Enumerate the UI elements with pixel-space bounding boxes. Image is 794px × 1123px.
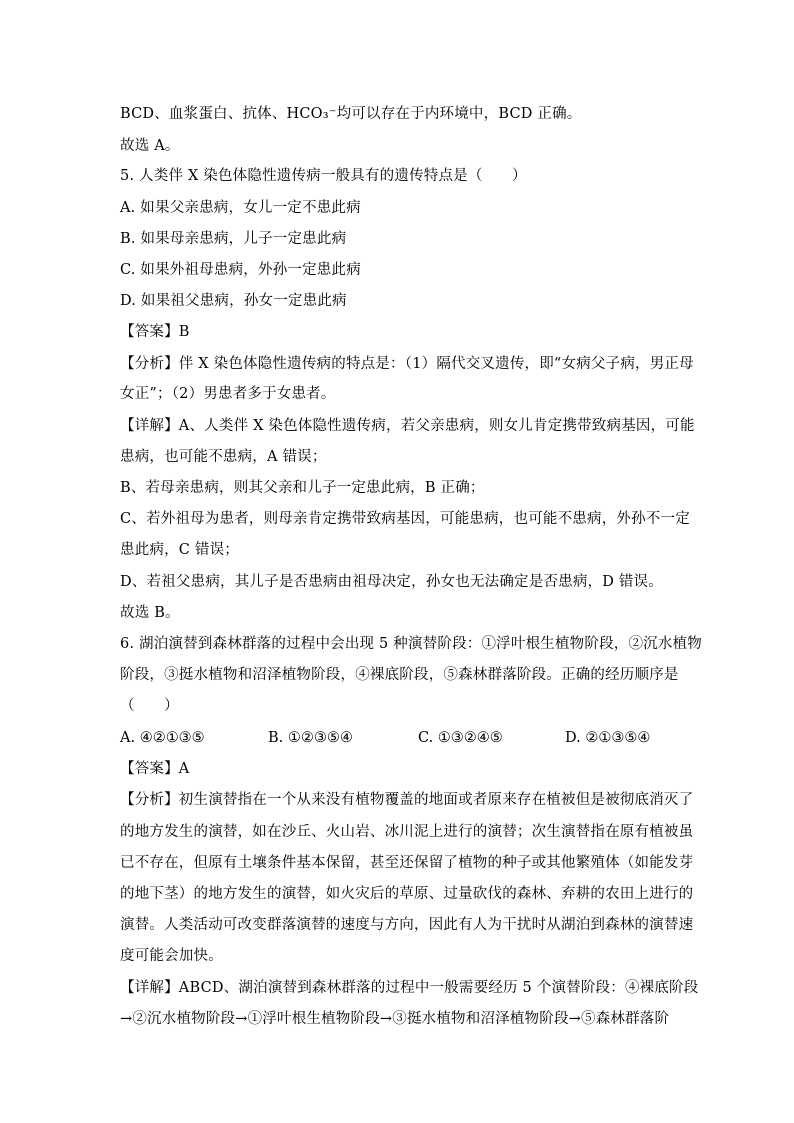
text-line: （ ）: [120, 698, 179, 714]
text-line: A. 如果父亲患病，女儿一定不患此病: [120, 200, 361, 216]
text-line: 度可能会加快。: [120, 948, 223, 964]
text-line: 【答案】B: [120, 324, 190, 340]
text-line: D、若祖父患病，其儿子是否患病由祖母决定，孙女也无法确定是否患病，D 错误。: [120, 574, 663, 590]
text-line: 6. 湖泊演替到森林群落的过程中会出现 5 种演替阶段：①浮叶根生植物阶段，②沉水植物: [120, 636, 702, 652]
q6-option-d: D. ②①③⑤④: [565, 730, 651, 746]
text-line: 已不存在，但原有土壤条件基本保留，甚至还保留了植物的种子或其他繁殖体（如能发芽: [120, 855, 694, 871]
text-line: B、若母亲患病，则其父亲和儿子一定患此病，B 正确；: [120, 480, 485, 496]
text-line: 患病，也可能不患病，A 错误；: [120, 449, 327, 465]
text-line: 【分析】初生演替指在一个从来没有植物覆盖的地面或者原来存在植被但是被彻底消灭了: [120, 792, 694, 808]
text-line: B. 如果母亲患病，儿子一定患此病: [120, 231, 347, 247]
text-line: 5. 人类伴 X 染色体隐性遗传病一般具有的遗传特点是（ ）: [120, 168, 527, 184]
text-line: 的地方发生的演替，如在沙丘、火山岩、冰川泥上进行的演替；次生演替指在原有植被虽: [120, 824, 694, 840]
q6-option-c: C. ①③②④⑤: [418, 730, 503, 746]
text-line: 女正”；（2）男患者多于女患者。: [120, 386, 336, 402]
text-line: →②沉水植物阶段→①浮叶根生植物阶段→③挺水植物和沼泽植物阶段→⑤森林群落阶: [120, 1011, 670, 1027]
text-line: 故选 A。: [120, 138, 180, 154]
text-line: 患此病，C 错误；: [120, 542, 240, 558]
text-line: 演替。人类活动可改变群落演替的速度与方向，因此有人为干扰时从湖泊到森林的演替速: [120, 917, 694, 933]
text-line: 阶段，③挺水植物和沼泽植物阶段，④裸底阶段，⑤森林群落阶段。正确的经历顺序是: [120, 667, 679, 683]
text-line: D. 如果祖父患病，孙女一定患此病: [120, 293, 347, 309]
text-line: 【答案】A: [120, 761, 190, 777]
text-line: 故选 B。: [120, 605, 180, 621]
q6-option-a: A. ④②①③⑤: [120, 730, 205, 746]
q6-option-b: B. ①②③⑤④: [268, 730, 353, 746]
text-line: BCD、血浆蛋白、抗体、HCO₃⁻均可以存在于内环境中，BCD 正确。: [120, 106, 582, 122]
text-line: 【详解】ABCD、湖泊演替到森林群落的过程中一般需要经历 5 个演替阶段：④裸底阶段: [120, 980, 699, 996]
text-line: 【分析】伴 X 染色体隐性遗传病的特点是：（1）隔代交叉遗传，即“女病父子病，男正母: [120, 356, 694, 372]
text-line: C. 如果外祖母患病，外孙一定患此病: [120, 262, 361, 278]
text-line: 的地下茎）的地方发生的演替，如火灾后的草原、过量砍伐的森林、弃耕的农田上进行的: [120, 886, 694, 902]
text-line: C、若外祖母为患者，则母亲肯定携带致病基因，可能患病，也可能不患病，外孙不一定: [120, 511, 690, 527]
text-line: 【详解】A、人类伴 X 染色体隐性遗传病，若父亲患病，则女儿肯定携带致病基因，可能: [120, 418, 695, 434]
